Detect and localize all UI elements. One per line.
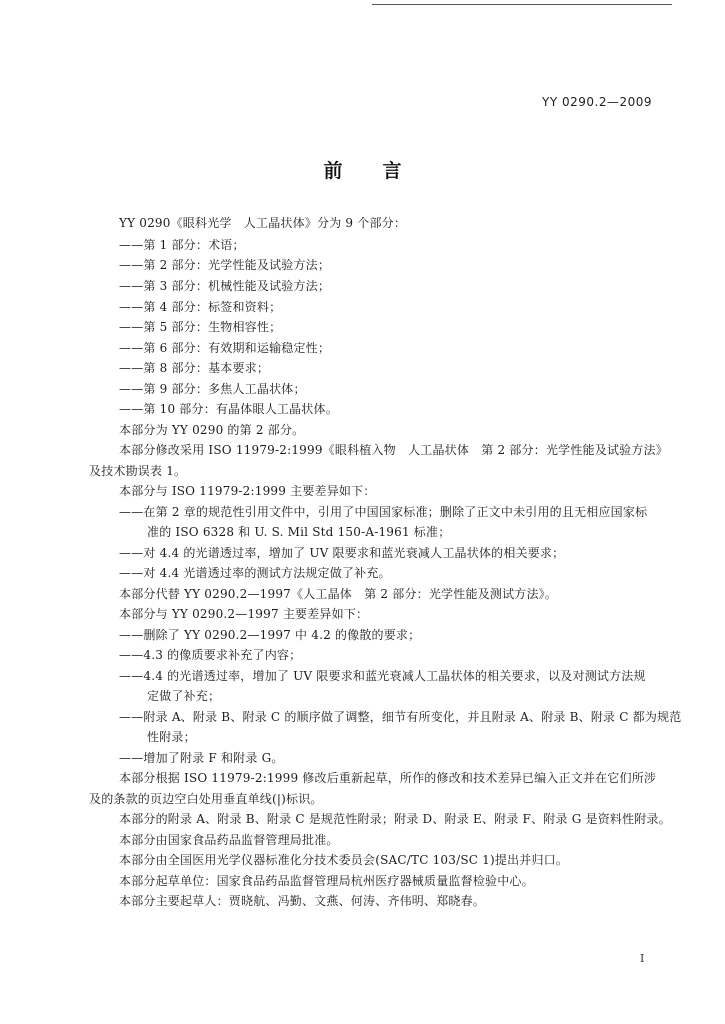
body-line: 性附录； [147,730,196,744]
body-line: ——第 9 部分：多焦人工晶状体； [119,382,306,396]
top-rule [372,4,672,5]
body-line: ——第 5 部分：生物相容性； [119,320,282,334]
title-char-1: 前 [323,160,343,182]
body-line: 本部分与 ISO 11979-2:1999 主要差异如下： [119,484,376,498]
body-line: 及的条款的页边空白处用垂直单线(|)标识。 [89,792,323,806]
body-line: ——第 2 部分：光学性能及试验方法； [119,258,331,272]
body-line: ——第 6 部分：有效期和运输稳定性； [119,341,331,355]
body-line: 定做了补充； [147,689,221,703]
body-line: 准的 ISO 6328 和 U. S. Mil Std 150-A-1961 标准； [147,525,451,539]
body-line: 本部分由全国医用光学仪器标准化分技术委员会(SAC/TC 103/SC 1)提出并归口。 [119,853,569,867]
body-line: 本部分修改采用 ISO 11979-2:1999《眼科植入物 人工晶状体 第 2 部分：光学性能及试验方法》 [119,443,668,457]
body-line: 本部分与 YY 0290.2—1997 主要差异如下： [119,607,369,621]
body-line: ——对 4.4 光谱透过率的测试方法规定做了补充。 [119,566,391,580]
body-line: YY 0290《眼科光学 人工晶状体》分为 9 个部分： [119,216,407,230]
body-line: ——删除了 YY 0290.2—1997 中 4.2 的像散的要求； [119,628,421,642]
body-line: ——第 8 部分：基本要求； [119,361,270,375]
page-number: I [640,952,645,965]
body-line: ——增加了附录 F 和附录 G。 [119,751,284,765]
body-line: 本部分的附录 A、附录 B、附录 C 是规范性附录；附录 D、附录 E、附录 F、附录 G 是资料性附录。 [119,812,671,826]
body-line: ——第 3 部分：机械性能及试验方法； [119,279,331,293]
body-line: ——附录 A、附录 B、附录 C 的顺序做了调整，细节有所变化，并且附录 A、附录 B、附录 C 都为规范 [119,710,682,724]
body-line: 本部分主要起草人：贾晓航、冯勤、文燕、何涛、齐伟明、郑晓春。 [119,894,486,908]
body-line: 本部分为 YY 0290 的第 2 部分。 [119,423,305,437]
body-line: ——第 1 部分：术语； [119,238,245,252]
body-line: 本部分代替 YY 0290.2—1997《人工晶体 第 2 部分：光学性能及测试方法》。 [119,587,558,601]
page-title [0,156,725,183]
body-line: ——第 4 部分：标签和资料； [119,300,282,314]
body-line: ——第 10 部分：有晶体眼人工晶状体。 [119,402,338,416]
body-line: ——4.4 的光谱透过率，增加了 UV 限要求和蓝光衰减人工晶状体的相关要求，以及对测试方法规 [119,669,646,683]
body-line: 及技术勘误表 1。 [89,464,187,478]
body-line: ——4.3 的像质要求补充了内容； [119,648,302,662]
body-line: 本部分根据 ISO 11979-2:1999 修改后重新起草，所作的修改和技术差异已编入正文并在它们所涉 [119,771,657,785]
body-line: 本部分由国家食品药品监督管理局批准。 [119,833,339,847]
body-line: ——在第 2 章的规范性引用文件中，引用了中国国家标准；删除了正文中未引用的且无相应国家标 [119,505,648,519]
title-char-2: 言 [382,160,402,182]
body-line: ——对 4.4 的光谱透过率，增加了 UV 限要求和蓝光衰减人工晶状体的相关要求； [119,546,565,560]
body-line: 本部分起草单位：国家食品药品监督管理局杭州医疗器械质量监督检验中心。 [119,874,534,888]
standard-number: YY 0290.2—2009 [541,95,652,109]
